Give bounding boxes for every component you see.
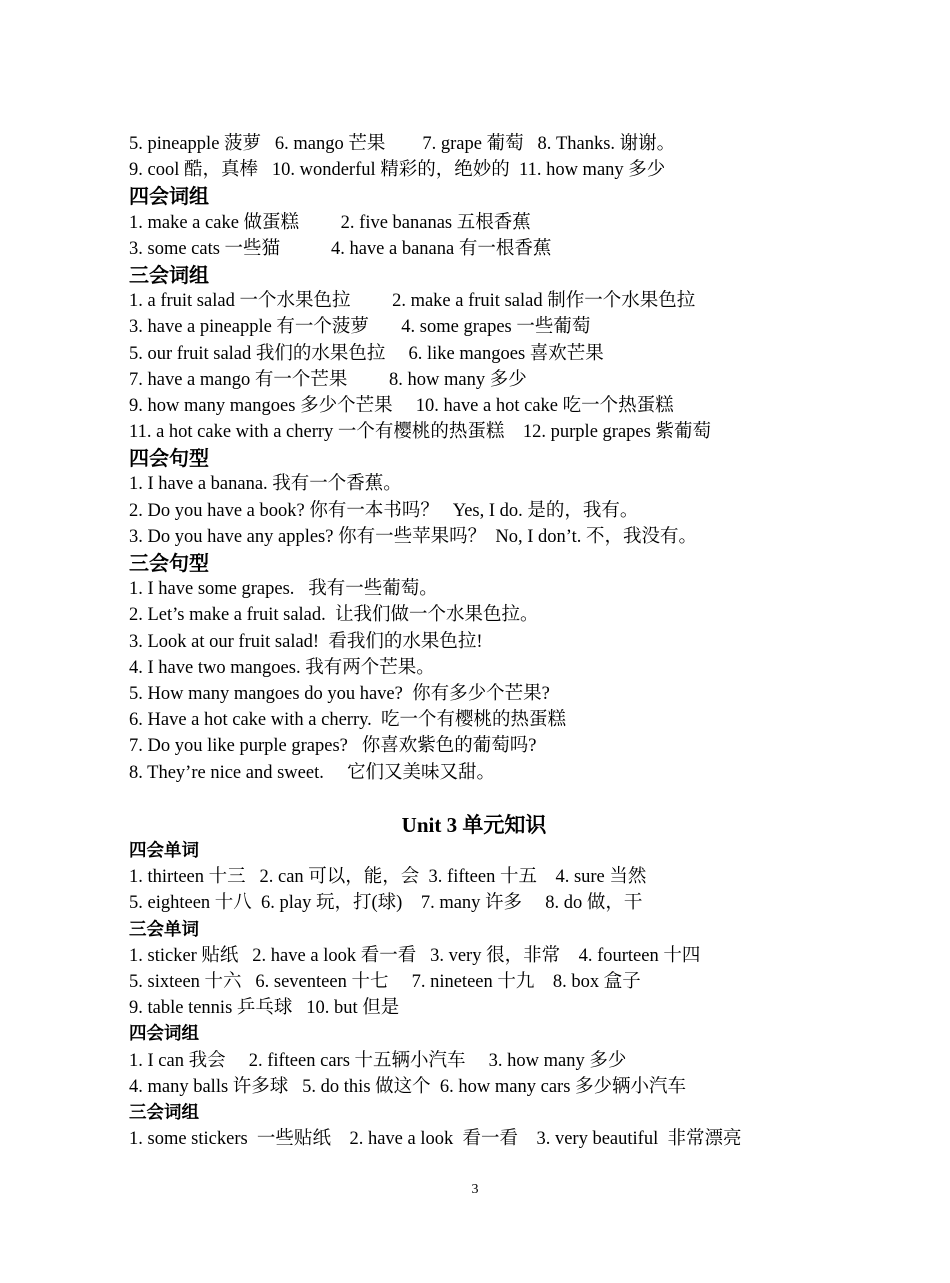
text-line: 9. cool 酷，真棒 10. wonderful 精彩的，绝妙的 11. how many 多少 <box>129 160 666 181</box>
text-line: 5. pineapple 菠萝 6. mango 芒果 7. grape 葡萄 8. Thanks. 谢谢。 <box>129 134 676 154</box>
section-heading: 三会词组 <box>129 262 209 287</box>
text-line: 1. sticker 贴纸 2. have a look 看一看 3. very 很，非常 4. fourteen 十四 <box>129 945 701 966</box>
document-body <box>129 131 889 1152</box>
text-line: 3. some cats 一些猫 4. have a banana 有一根香蕉 <box>129 238 552 259</box>
text-line: 2. Do you have a book? 你有一本书吗？ Yes, I do. 是的，我有。 <box>129 500 639 521</box>
text-line: 3. Look at our fruit salad! 看我们的水果色拉! <box>129 631 483 652</box>
text-line: 1. some stickers 一些贴纸 2. have a look 看一看 3. very beautiful 非常漂亮 <box>129 1129 742 1150</box>
text-line: 1. I can 我会 2. fifteen cars 十五辆小汽车 3. how many 多少 <box>129 1050 627 1071</box>
section-heading: 三会句型 <box>129 551 209 575</box>
text-line: 5. How many mangoes do you have? 你有多少个芒果? <box>129 683 550 704</box>
text-line: 5. eighteen 十八 6. play 玩，打(球) 7. many 许多 8. do 做，干 <box>129 893 643 914</box>
text-line: 1. I have some grapes. 我有一些葡萄。 <box>129 579 438 600</box>
blank-line <box>129 786 889 812</box>
text-line: 7. Do you like purple grapes? 你喜欢紫色的葡萄吗? <box>129 736 537 757</box>
text-line: 9. how many mangoes 多少个芒果 10. have a hot cake 吃一个热蛋糕 <box>129 395 674 416</box>
text-line: 1. I have a banana. 我有一个香蕉。 <box>129 474 402 495</box>
text-line: 7. have a mango 有一个芒果 8. how many 多少 <box>129 369 527 390</box>
text-line: 5. sixteen 十六 6. seventeen 十七 7. nineteen 十九 8. box 盒子 <box>129 972 641 992</box>
text-line: 2. Let’s make a fruit salad. 让我们做一个水果色拉。 <box>129 605 539 626</box>
text-line: 1. thirteen 十三 2. can 可以，能，会 3. fifteen 十五 4. sure 当然 <box>129 867 647 888</box>
text-line: 5. our fruit salad 我们的水果色拉 6. like mangoes 喜欢芒果 <box>129 343 604 364</box>
unit-title: Unit 3 单元知识 <box>401 812 547 837</box>
text-line: 9. table tennis 乒乓球 10. but 但是 <box>129 998 400 1019</box>
text-line: 4. many balls 许多球 5. do this 做这个 6. how many cars 多少辆小汽车 <box>129 1076 687 1097</box>
text-line: 3. have a pineapple 有一个菠萝 4. some grapes 一些葡萄 <box>129 317 591 338</box>
section-heading: 四会词组 <box>129 1024 199 1045</box>
section-heading: 三会单词 <box>129 919 199 940</box>
text-line: 3. Do you have any apples? 你有一些苹果吗？ No, I don’t. 不，我没有。 <box>129 526 697 547</box>
section-heading: 四会单词 <box>129 841 199 862</box>
text-line: 1. make a cake 做蛋糕 2. five bananas 五根香蕉 <box>129 212 531 233</box>
page-number: 3 <box>471 1182 479 1197</box>
section-heading: 四会词组 <box>129 184 209 209</box>
text-line: 6. Have a hot cake with a cherry. 吃一个有樱桃的热蛋糕 <box>129 710 567 731</box>
section-heading: 四会句型 <box>129 446 209 471</box>
section-heading: 三会词组 <box>129 1102 199 1123</box>
text-line: 11. a hot cake with a cherry 一个有樱桃的热蛋糕 12. purple grapes 紫葡萄 <box>129 422 711 443</box>
text-line: 8. They’re nice and sweet. 它们又美味又甜。 <box>129 762 495 783</box>
text-line: 4. I have two mangoes. 我有两个芒果。 <box>129 657 435 678</box>
text-line: 1. a fruit salad 一个水果色拉 2. make a fruit salad 制作一个水果色拉 <box>129 291 696 312</box>
